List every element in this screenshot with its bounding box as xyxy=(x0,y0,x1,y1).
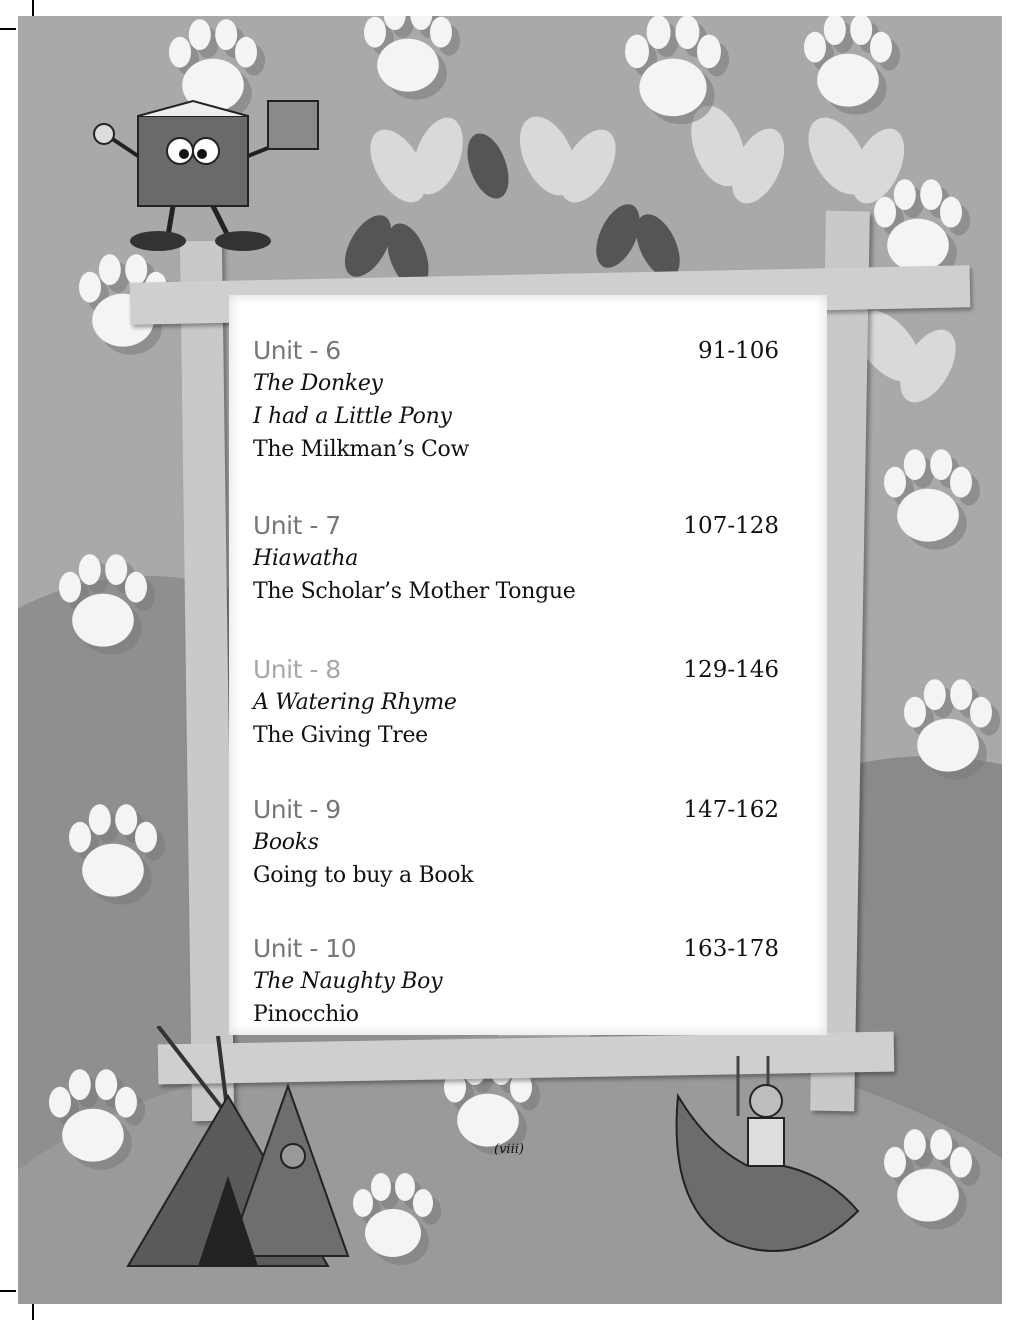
story-title: The Giving Tree xyxy=(253,723,428,748)
toc-unit xyxy=(253,933,779,1031)
poem-title: A Watering Rhyme xyxy=(253,690,457,715)
unit-heading: Unit - 9 xyxy=(253,795,341,824)
dancing-girl-icon xyxy=(648,1056,868,1276)
toc-unit xyxy=(253,794,779,892)
crop-mark-bottom-left-v xyxy=(32,1304,34,1320)
crop-mark-top-left-v xyxy=(32,0,34,16)
unit-heading: Unit - 8 xyxy=(253,655,341,684)
toc-panel xyxy=(229,295,827,1035)
unit-page-range: 163-178 xyxy=(683,936,779,962)
toc-unit xyxy=(253,654,779,752)
story-title: Going to buy a Book xyxy=(253,863,474,888)
poem-title: The Naughty Boy xyxy=(253,969,443,994)
unit-page-range: 147-162 xyxy=(683,797,779,823)
book-character-icon xyxy=(88,76,328,256)
unit-page-range: 107-128 xyxy=(683,513,779,539)
story-title: The Scholar’s Mother Tongue xyxy=(253,579,576,604)
crop-mark-top-left-h xyxy=(0,28,16,30)
unit-page-range: 129-146 xyxy=(683,657,779,683)
poem-title: The Donkey xyxy=(253,371,383,396)
story-title: The Milkman’s Cow xyxy=(253,437,470,462)
story-title: Pinocchio xyxy=(253,1002,359,1027)
toc-unit xyxy=(253,335,779,466)
toc-unit xyxy=(253,510,779,608)
unit-page-range: 91-106 xyxy=(698,338,779,364)
unit-heading: Unit - 6 xyxy=(253,336,341,365)
unit-heading: Unit - 7 xyxy=(253,511,341,540)
page-number: (viii) xyxy=(494,1142,524,1157)
unit-heading: Unit - 10 xyxy=(253,934,357,963)
poem-title: I had a Little Pony xyxy=(253,404,452,429)
poem-title: Hiawatha xyxy=(253,546,359,571)
poem-title: Books xyxy=(253,830,319,855)
teepee-icon xyxy=(118,1026,358,1286)
crop-mark-bottom-left-h xyxy=(0,1290,16,1292)
